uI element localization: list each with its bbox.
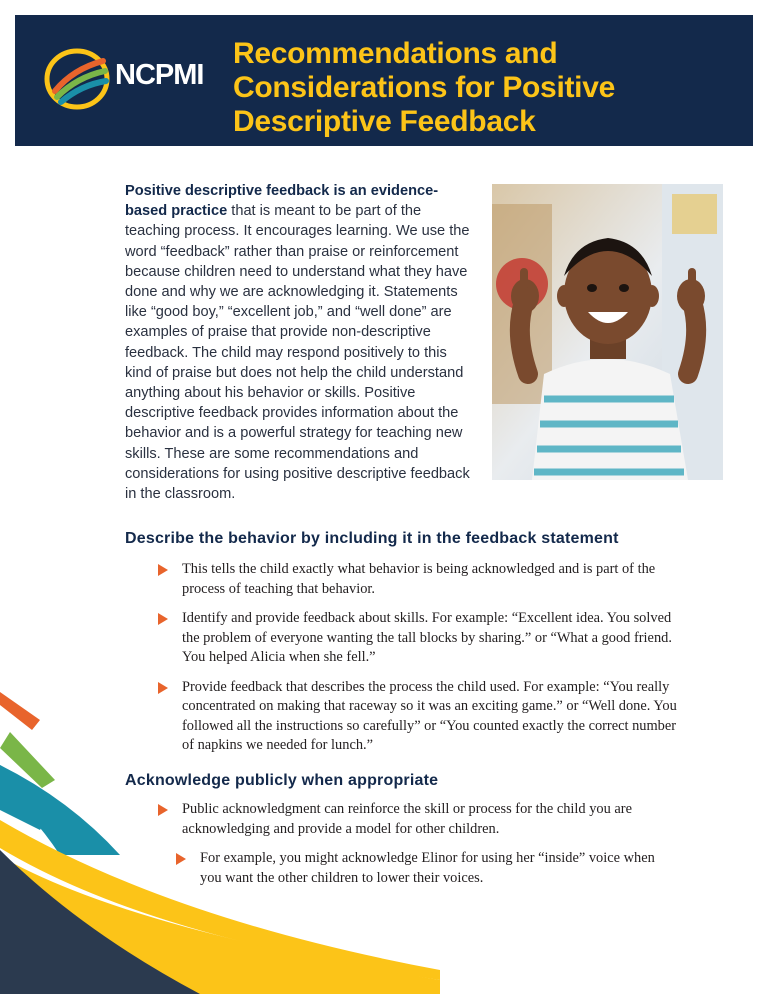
list-item bbox=[158, 609, 678, 668]
title-line-2: Considerations for Positive bbox=[233, 71, 615, 104]
intro-body: that is meant to be part of the teaching process. It encourages learning. We use the word “feedback” rather than praise or reinforcement because children need to understand what they have done and why we are acknowledging it. Statements like “good boy,” “excellent job,” and “well done” are examples of praise that provide non-descriptive feedback. The child may respond positively to this kind of praise but does not help the child understand anything about his behavior or skills. Positive descriptive feedback provides information about the behavior and is a powerful strategy for teaching new skills. These are some recommendations and considerations for using positive descriptive feedback in the classroom. bbox=[125, 203, 470, 503]
bullet-text: Provide feedback that describes the process the child used. For example: “You really concentrated on making that raceway so it was an exciting game.” or “Well done. You followed all the instructions so carefully” or “You counted exactly the correct number of napkins we needed for lunch.” bbox=[182, 678, 677, 753]
logo-wordmark: NCPMI bbox=[115, 59, 204, 91]
intro-paragraph bbox=[125, 181, 475, 504]
section-heading-acknowledge: Acknowledge publicly when appropriate bbox=[125, 772, 439, 789]
bullet-text: For example, you might acknowledge Elinor for using her “inside” voice when you want the other children to lower their voices. bbox=[200, 850, 655, 886]
arrow-bullet-icon bbox=[158, 564, 168, 576]
intro-lead: Positive descriptive feedback is an evidence-based practice bbox=[125, 183, 439, 220]
child-thumbs-up-photo bbox=[492, 184, 723, 480]
section-heading-describe: Describe the behavior by including it in the feedback statement bbox=[125, 530, 619, 547]
title-line-1: Recommendations and bbox=[233, 37, 558, 70]
bullet-text: Public acknowledgment can reinforce the skill or process for the child you are acknowledging and provide a model for other children. bbox=[182, 801, 632, 837]
bullet-text: Identify and provide feedback about skills. For example: “Excellent idea. You solved the problem of everyone wanting the tall blocks by sharing.” or “What a good friend. You helped Alicia when she fell.” bbox=[182, 610, 672, 665]
arrow-bullet-icon bbox=[158, 613, 168, 625]
list-item bbox=[158, 560, 678, 599]
header-banner bbox=[15, 15, 753, 146]
bullet-text: This tells the child exactly what behavior is being acknowledged and is part of the process of teaching that behavior. bbox=[182, 561, 656, 597]
title-line-3: Descriptive Feedback bbox=[233, 105, 536, 138]
decorative-swoosh bbox=[0, 680, 440, 994]
logo-swirl-icon bbox=[47, 51, 107, 107]
page-title bbox=[233, 37, 743, 139]
